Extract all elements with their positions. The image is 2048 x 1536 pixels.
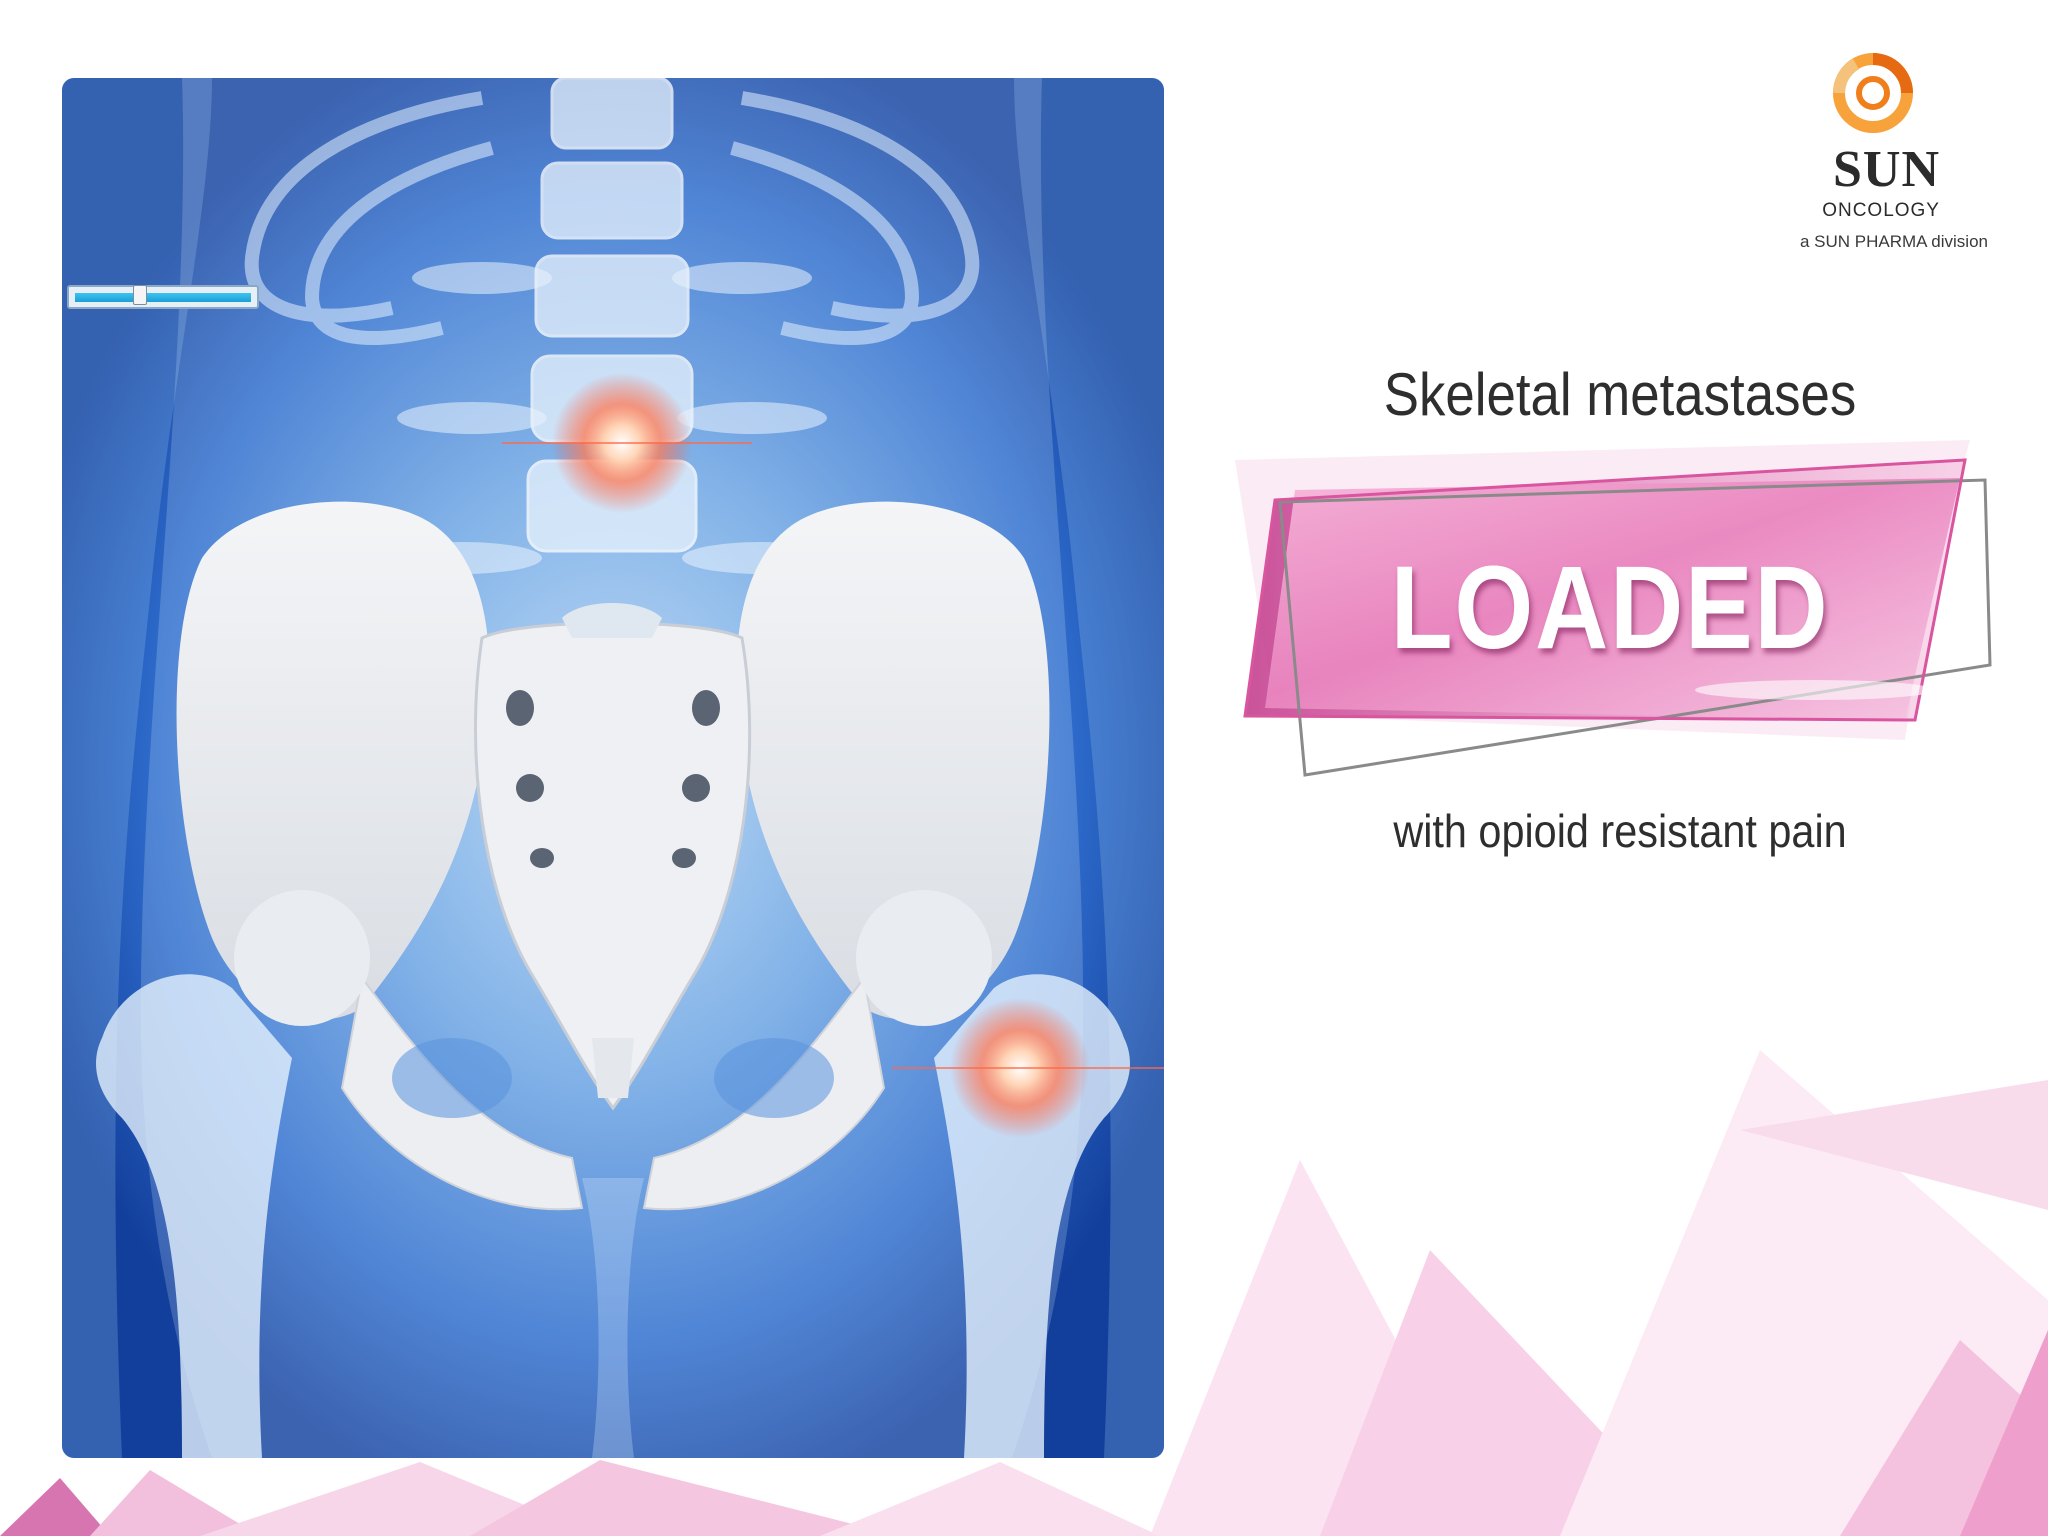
slider-thumb[interactable] xyxy=(133,285,147,305)
sun-swirl-icon xyxy=(1828,48,1918,138)
headline: Skeletal metastases xyxy=(1383,361,1857,428)
logo-division-text: a SUN PHARMA division xyxy=(1799,232,1988,251)
sun-oncology-logo xyxy=(1760,48,1990,258)
image-slider[interactable] xyxy=(67,285,259,309)
tagline: with opioid resistant pain xyxy=(1393,805,1847,857)
banner-word: LOADED xyxy=(1390,542,1830,674)
logo-subtitle: ONCOLOGY xyxy=(1822,200,1940,221)
slider-track[interactable] xyxy=(75,293,251,302)
logo-name: SUN xyxy=(1832,141,1940,198)
